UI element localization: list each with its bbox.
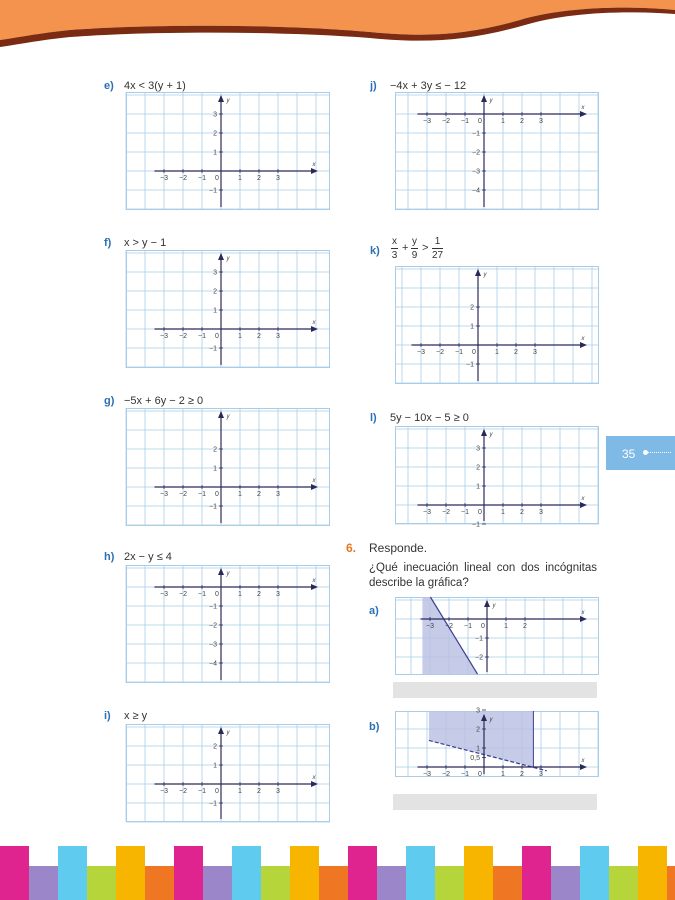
y-tick-label: 1 (476, 483, 480, 491)
y-tick-label: −3 (209, 641, 217, 649)
footer-stripe (464, 846, 493, 900)
exercise-e-inequality: 4x < 3(y + 1) (124, 80, 186, 92)
shaded-region (429, 711, 534, 767)
x-tick-label: 2 (523, 623, 527, 630)
y-tick-label: −4 (209, 660, 217, 668)
exercise-j-label: j) (370, 80, 377, 92)
graph-f (126, 250, 330, 368)
y-axis-arrow (218, 253, 224, 260)
footer-stripe (406, 846, 435, 900)
x-tick-label: −3 (423, 509, 431, 516)
y-tick-label: −1 (472, 130, 480, 138)
x-tick-label: 2 (520, 118, 524, 125)
x-tick-label: 0 (478, 118, 482, 125)
y-tick-label: 3 (476, 707, 480, 715)
y-axis-label: y (489, 717, 493, 723)
exercise-i-inequality: x ≥ y (124, 710, 148, 722)
x-axis-label: x (581, 336, 585, 342)
x-tick-label: 1 (504, 623, 508, 630)
footer-stripe (638, 846, 667, 900)
x-axis-label: x (312, 775, 316, 781)
x-tick-label: 0 (215, 788, 219, 795)
x-axis-arrow (580, 616, 587, 622)
exercise-k-y-denominator: 9 (411, 250, 418, 261)
question-6b-label: b) (369, 721, 380, 733)
exercise-k-label: k) (370, 245, 380, 257)
x-tick-label: 2 (257, 788, 261, 795)
y-axis-arrow (218, 568, 224, 575)
exercise-k-plus: + (402, 242, 409, 254)
footer-stripe (348, 846, 377, 900)
x-tick-label: −2 (436, 349, 444, 356)
footer-stripe (145, 866, 174, 900)
y-axis-arrow (218, 727, 224, 734)
x-tick-label: −2 (179, 788, 187, 795)
x-axis-label: x (312, 162, 316, 168)
y-tick-label: −2 (472, 149, 480, 157)
y-axis-arrow (475, 269, 481, 276)
x-tick-label: 1 (238, 491, 242, 498)
x-tick-label: 1 (238, 788, 242, 795)
y-tick-label: 3 (476, 445, 480, 453)
x-tick-label: 1 (495, 349, 499, 356)
y-tick-label: 1 (213, 149, 217, 157)
y-axis-label: y (226, 414, 230, 420)
x-tick-label: −3 (417, 349, 425, 356)
x-tick-label: −1 (461, 118, 469, 125)
page-number-dotted-line (645, 452, 671, 453)
x-axis-arrow (580, 111, 587, 117)
x-tick-label: 1 (501, 509, 505, 516)
x-tick-label: 2 (514, 349, 518, 356)
x-tick-label: 0 (215, 591, 219, 598)
x-tick-label: 3 (276, 175, 280, 182)
question-6a-label: a) (369, 605, 379, 617)
y-tick-label: 2 (213, 288, 217, 296)
x-tick-label: −1 (198, 788, 206, 795)
x-tick-label: 0 (481, 623, 485, 630)
footer-stripe (116, 846, 145, 900)
y-axis-label: y (226, 571, 230, 577)
x-tick-label: −3 (426, 623, 434, 630)
graph-k (395, 266, 599, 384)
exercise-k-right-numerator: 1 (432, 235, 443, 249)
x-axis-arrow (580, 502, 587, 508)
exercise-k-right-denominator: 27 (432, 250, 444, 261)
x-axis-label: x (312, 320, 316, 326)
answer-box-b[interactable] (393, 794, 597, 810)
x-tick-label: 3 (539, 509, 543, 516)
x-axis-label: x (581, 105, 585, 111)
y-axis-arrow (218, 95, 224, 102)
exercise-f-label: f) (104, 237, 112, 249)
footer-stripe (609, 866, 638, 900)
y-tick-label: 1 (213, 465, 217, 473)
x-tick-label: 1 (238, 175, 242, 182)
x-tick-label: −1 (198, 591, 206, 598)
page-number: 35 (622, 447, 636, 461)
exercise-k-fraction-y (411, 235, 418, 262)
grid-border (396, 93, 599, 210)
y-tick-label: 2 (476, 464, 480, 472)
graph-i (126, 724, 330, 822)
footer-stripe (319, 866, 348, 900)
question-6-title: Responde. (369, 541, 428, 555)
y-axis-arrow (218, 411, 224, 418)
x-tick-label: −1 (461, 771, 469, 778)
exercise-j-inequality: −4x + 3y ≤ − 12 (390, 80, 467, 92)
y-tick-label: −1 (472, 521, 480, 529)
x-axis-label: x (581, 758, 585, 764)
y-tick-label: −1 (209, 800, 217, 808)
grid-border (127, 409, 330, 526)
x-axis-label: x (312, 578, 316, 584)
x-axis-label: x (581, 610, 585, 616)
x-tick-label: −3 (160, 333, 168, 340)
exercise-h-inequality: 2x − y ≤ 4 (124, 551, 172, 563)
x-tick-label: 0 (215, 333, 219, 340)
x-tick-label: 1 (238, 591, 242, 598)
footer-stripe (493, 866, 522, 900)
exercise-k-x-denominator: 3 (391, 250, 398, 261)
y-tick-label: −3 (472, 168, 480, 176)
exercise-l-inequality: 5y − 10x − 5 ≥ 0 (390, 412, 469, 424)
x-tick-label: 3 (533, 349, 537, 356)
x-tick-label: −3 (160, 491, 168, 498)
y-tick-label: −1 (475, 635, 483, 643)
x-tick-label: 2 (520, 509, 524, 516)
y-tick-label: 2 (476, 726, 480, 734)
exercise-l-label: l) (370, 412, 377, 424)
x-axis-label: x (312, 478, 316, 484)
y-axis-label: y (226, 98, 230, 104)
question-6-prompt: ¿Qué inecuación lineal con dos incógnitas describe la gráfica? (369, 562, 597, 589)
x-tick-label: −3 (423, 771, 431, 778)
y-tick-label: −2 (209, 622, 217, 630)
x-tick-label: 2 (257, 333, 261, 340)
x-tick-label: 1 (238, 333, 242, 340)
y-tick-label: −1 (209, 503, 217, 511)
x-axis-arrow (311, 781, 318, 787)
y-axis-label: y (489, 98, 493, 104)
y-axis-label: y (492, 603, 496, 609)
x-tick-label: 3 (539, 118, 543, 125)
exercise-f-inequality: x > y − 1 (124, 237, 167, 249)
y-axis-label: y (483, 272, 487, 278)
x-tick-label: 3 (276, 491, 280, 498)
grid-border (127, 93, 330, 210)
x-tick-label: 2 (257, 591, 261, 598)
grid-border (127, 566, 330, 683)
footer-color-stripes (0, 846, 675, 900)
footer-stripe (667, 866, 675, 900)
x-tick-label: −2 (442, 771, 450, 778)
x-tick-label: −2 (179, 491, 187, 498)
y-axis-arrow (484, 600, 490, 607)
x-tick-label: 0 (478, 771, 482, 778)
x-tick-label: −1 (198, 491, 206, 498)
grid-border (127, 251, 330, 368)
footer-stripe (203, 866, 232, 900)
exercise-k-x-numerator: x (392, 236, 397, 247)
x-tick-label: 1 (501, 118, 505, 125)
shaded-region (422, 597, 477, 674)
x-tick-label: 0 (472, 349, 476, 356)
y-tick-label: 1 (213, 307, 217, 315)
y-tick-label: −1 (209, 345, 217, 353)
x-tick-label: 3 (276, 591, 280, 598)
x-axis-arrow (311, 168, 318, 174)
x-tick-label: 0 (478, 509, 482, 516)
y-axis-arrow (481, 429, 487, 436)
x-tick-label: −2 (179, 591, 187, 598)
answer-box-a[interactable] (393, 682, 597, 698)
x-tick-label: −2 (442, 509, 450, 516)
footer-stripe (0, 846, 29, 900)
x-tick-label: −1 (198, 175, 206, 182)
x-axis-arrow (311, 326, 318, 332)
x-axis-arrow (311, 584, 318, 590)
y-tick-label: −1 (209, 187, 217, 195)
x-axis-label: x (581, 496, 585, 502)
footer-stripe (58, 846, 87, 900)
x-tick-label: −1 (455, 349, 463, 356)
x-tick-label: −2 (445, 623, 453, 630)
x-axis-arrow (580, 342, 587, 348)
x-tick-label: −3 (423, 118, 431, 125)
x-tick-label: 3 (276, 333, 280, 340)
y-tick-label: −1 (209, 603, 217, 611)
y-axis-arrow (481, 95, 487, 102)
question-6-number: 6. (346, 541, 357, 555)
footer-stripe (290, 846, 319, 900)
footer-stripe (87, 866, 116, 900)
y-axis-label: y (226, 730, 230, 736)
x-tick-label: 2 (257, 175, 261, 182)
y-tick-label: 2 (213, 743, 217, 751)
exercise-g-inequality: −5x + 6y − 2 ≥ 0 (124, 395, 204, 407)
x-tick-label: −3 (160, 788, 168, 795)
y-tick-label: 1 (213, 762, 217, 770)
exercise-k-y-numerator: y (412, 236, 417, 247)
y-tick-label: 2 (213, 446, 217, 454)
footer-stripe (580, 846, 609, 900)
x-tick-label: −1 (461, 509, 469, 516)
x-tick-label: 2 (257, 491, 261, 498)
header-wave (0, 0, 675, 60)
x-tick-label: −2 (442, 118, 450, 125)
footer-stripe (29, 866, 58, 900)
x-tick-label: −3 (160, 591, 168, 598)
y-tick-label: 3 (213, 269, 217, 277)
y-tick-label: 2 (470, 304, 474, 312)
y-tick-label: 1 (476, 745, 480, 753)
x-tick-label: −1 (198, 333, 206, 340)
graph-j (395, 92, 599, 210)
y-tick-label: −1 (466, 361, 474, 369)
x-axis-arrow (580, 764, 587, 770)
footer-stripe (261, 866, 290, 900)
x-tick-label: 0 (215, 175, 219, 182)
graph-e (126, 92, 330, 210)
footer-stripe (435, 866, 464, 900)
x-tick-label: 3 (539, 771, 543, 778)
y-tick-label: 2 (213, 130, 217, 138)
footer-stripe (174, 846, 203, 900)
graph-h (126, 565, 330, 683)
graph-l (395, 426, 599, 529)
footer-stripe (551, 866, 580, 900)
x-tick-label: −1 (464, 623, 472, 630)
graph-g (126, 408, 330, 526)
graph-answer-b (395, 707, 599, 778)
exercise-k-fraction-x (391, 235, 398, 262)
graph-answer-a (395, 597, 599, 675)
x-tick-label: 1 (501, 771, 505, 778)
grid-border (127, 725, 330, 822)
x-tick-label: −3 (160, 175, 168, 182)
x-tick-label: 3 (276, 788, 280, 795)
y-tick-label: −2 (475, 654, 483, 662)
footer-stripe (377, 866, 406, 900)
y-axis-label: y (226, 256, 230, 262)
y-tick-label: 3 (213, 111, 217, 119)
exercise-i-label: i) (104, 710, 111, 722)
page-number-tab (606, 436, 675, 470)
y-tick-label: −4 (472, 187, 480, 195)
x-tick-label: −2 (179, 175, 187, 182)
exercise-e-label: e) (104, 80, 114, 92)
x-tick-label: −2 (179, 333, 187, 340)
exercise-k-greater-than: > (422, 242, 429, 254)
y-tick-label: 0,5 (470, 755, 480, 762)
exercise-k-fraction-right (432, 235, 443, 262)
x-tick-label: 2 (520, 771, 524, 778)
footer-stripe (232, 846, 261, 900)
y-tick-label: 1 (470, 323, 474, 331)
exercise-g-label: g) (104, 395, 115, 407)
exercise-h-label: h) (104, 551, 115, 563)
y-axis-label: y (489, 432, 493, 438)
x-axis-arrow (311, 484, 318, 490)
x-tick-label: 0 (215, 491, 219, 498)
footer-stripe (522, 846, 551, 900)
